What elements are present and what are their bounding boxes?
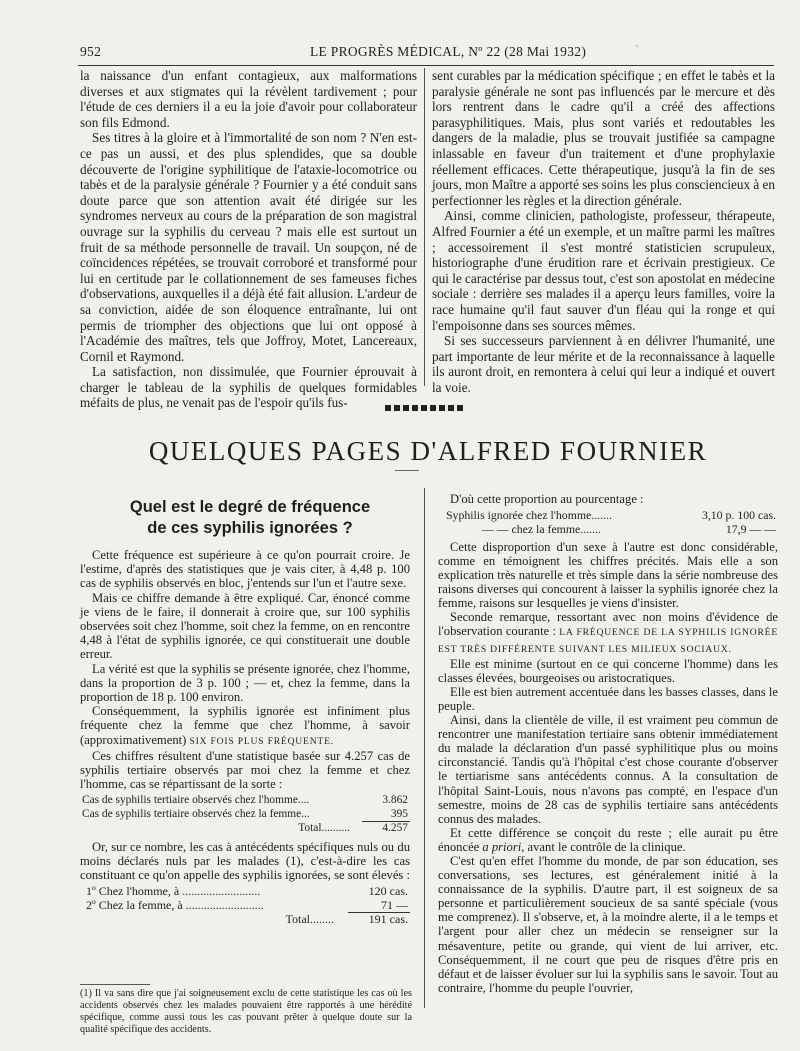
table-row <box>438 523 778 536</box>
footnote-rule <box>80 984 150 985</box>
table-row <box>80 808 410 822</box>
section-title: QUELQUES PAGES D'ALFRED FOURNIER <box>148 436 708 466</box>
header-rule <box>78 65 774 66</box>
article-title <box>100 497 400 539</box>
page-header <box>80 44 770 62</box>
paragraph: Mais ce chiffre demande à être expliqué. Car, énoncé comme je viens de le faire, il donnerait à croire que, sur 100 syphilis observées soit chez l'homme, soit chez la femme, on en rencontre 4,48 à l'état de syphilis ignorée, ce qui constituerait une double erreur. <box>80 590 410 662</box>
table-cell-value: 120 cas. <box>368 884 408 899</box>
table-total-value: 191 cas. <box>368 912 408 927</box>
paragraph: Or, sur ce nombre, les cas à antécédents spécifiques nuls ou du moins déclarés nuls par les malades (1), c'est-à-dire les cas constituant ce qu'on appelle des syphilis ignorées, se sont élevés : <box>80 839 410 883</box>
paragraph: Ainsi, comme clinicien, pathologiste, professeur, thérapeute, Alfred Fournier a été un exemple, et un maître parmi les maîtres ; accessoirement il s'est montré statisticien scrupuleux, historiographe d'une érudition rare et écrivain prestigieux. Ce qui le caractérise par dessus tout, c'est son apostolat en médecine sociale : derrière ses malades il a aperçu leurs familles, voire la race humaine qu'il faut sauver d'un fléau qui la ronge et qui l'empoisonne dans ses sources mêmes. <box>432 208 775 333</box>
table-cell-value: 17,9 — — <box>725 521 776 536</box>
table-total-label: Total........ <box>285 911 334 926</box>
top-right-column <box>432 68 775 395</box>
table-cell-label: 1º Chez l'homme, à .......................... <box>86 884 261 899</box>
paragraph: La satisfaction, non dissimulée, que Fournier éprouvait à charger le tableau de la syphilis de quelques formidables méfaits de plus, ne venait pas de l'espoir qu'ils fus- <box>80 364 417 411</box>
table-cell-label: Cas de syphilis tertiaire observés chez l'homme.... <box>82 794 310 807</box>
paragraph: Elle est minime (surtout en ce qui concerne l'homme) dans les classes élevées, bourgeoises ou aristocratiques. <box>438 656 778 685</box>
italic-text: a priori <box>482 839 522 854</box>
table-total-row <box>80 822 410 836</box>
paragraph <box>80 704 410 749</box>
ignored-cases-table <box>80 885 410 926</box>
top-left-column <box>80 68 417 411</box>
article-title-line-1: Quel est le degré de fréquence <box>129 498 371 516</box>
column-divider <box>424 68 425 386</box>
paragraph: Ces chiffres résultent d'une statistique basée sur 4.257 cas de syphilis tertiaire observés par moi chez la femme et chez l'homme, cas se répartissant de la sorte : <box>80 748 410 792</box>
paragraph: la naissance d'un enfant contagieux, aux malformations diverses et aux stigmates qui la révèlent tardivement ; pour l'étude de ces derniers il a eu la joie d'avoir pour collaborateur son fils Edmond. <box>80 68 417 130</box>
article-title-line-2: de ces syphilis ignorées ? <box>147 519 353 537</box>
table-row <box>80 885 410 898</box>
bottom-left-column <box>80 548 410 931</box>
table-cell-value: 71 — <box>348 899 410 913</box>
table-cell-label: Syphilis ignorée chez l'homme....... <box>446 508 612 523</box>
paragraph: sent curables par la médication spécifique ; en effet le tabès et la paralysie générale ne sont pas influencés par le mercure et dès lors rentrent dans le cadre qu'il a créé des affections parasyphilitiques. Mais, plus sont variés et redoutables les dangers de la maladie, plus se trouvait justifiée sa campagne inlassable en faveur d'un traitement et d'une prophylaxie réellement efficaces. Cette thérapeutique, jusqu'à la fin de ses jours, mon Maître a apporté ses soins les plus consciencieux à en perfectionner les règles et la direction générale. <box>432 68 775 208</box>
paragraph: Si ses successeurs parviennent à en délivrer l'humanité, une part importante de leur mérite et de la reconnaissance à laquelle ils auront droit, en remontera à celui qui leur a indiqué et ouvert la voie. <box>432 333 775 395</box>
paragraph-text: , avant le contrôle de la clinique. <box>521 839 686 854</box>
section-ornament <box>385 405 465 411</box>
tertiary-cases-table <box>80 794 410 835</box>
paragraph: Ainsi, dans la clientèle de ville, il est vraiment peu commun de rencontrer une manifestation tertiaire sans obtenir immédiatement du malade la déclaration d'un passé syphilitique plus ou moins circonstancié. Tandis qu'à l'hôpital c'est chose courante d'observer le tertiarisme sans antécédents connus. A la consultation de l'hôpital Saint-Louis, nous n'avons pas compté, en l'espace d'un semestre, moins de 28 cas de syphilis tertiaire sans antécédents connus des malades. <box>438 713 778 826</box>
paragraph: Elle est bien autrement accentuée dans les basses classes, dans le peuple. <box>438 684 778 713</box>
paragraph <box>438 610 778 656</box>
table-row <box>80 899 410 913</box>
percentage-table <box>438 509 778 536</box>
table-row <box>80 794 410 807</box>
table-cell-value: 3,10 p. 100 cas. <box>701 508 776 523</box>
corner-mark: ' <box>636 44 638 55</box>
paragraph: Ses titres à la gloire et à l'immortalité de son nom ? N'en est-ce pas un aussi, et des plus splendides, que sa double découverte de l'origine syphilitique de l'ataxie-locomotrice ou tabès et de la paralysie générale ? Fournier y a été conduit sans doute parce que son attention avait été dirigée sur les syndromes nerveux au cours de la préparation de son magistral ouvrage sur la syphilis du cerveau ? mais elle est surtout un fruit de sa méthode personnelle de travail. Un soupçon, né de coïncidences répétées, se trouvait corroboré et transformé pour lui en certitude par le collationnement de ses fameuses fiches d'observations, auxquelles il a déjà été fait allusion. L'ardeur de sa conviction, aidée de son éloquence entraînante, lui ont permis de triompher des objections que lui ont opposé à l'Académie des maîtres, tels que Joffroy, Motet, Lancereaux, Cornil et Raymond. <box>80 130 417 364</box>
table-total-row <box>80 913 410 927</box>
table-cell-value: 395 <box>362 808 410 822</box>
table-cell-label: Cas de syphilis tertiaire observés chez la femme... <box>82 808 310 821</box>
table-total-label: Total.......... <box>298 822 350 835</box>
table-total-value: 4.257 <box>382 822 408 835</box>
running-title: LE PROGRÈS MÉDICAL, Nº 22 (28 Mai 1932) <box>310 44 587 59</box>
page-number: 952 <box>80 44 102 59</box>
table-cell-label: — — chez la femme....... <box>482 521 601 536</box>
small-caps-text: LA FRÉQUENCE DE LA SYPHILIS IGNORÉE EST TRÈS DIFFÉRENTE SUIVANT LES MILIEUX SOCIAUX. <box>438 627 778 655</box>
table-row <box>438 509 778 522</box>
paragraph-text: Conséquemment, la syphilis ignorée est infiniment plus fréquente chez la femme que chez l'homme, à savoir (approximativement) <box>80 704 410 747</box>
paragraph-text: Et cette différence se conçoit du reste ; elle aurait pu être énoncée <box>438 825 778 854</box>
small-caps-text: SIX FOIS PLUS FRÉQUENTE. <box>189 735 334 747</box>
paragraph: D'où cette proportion au pourcentage : <box>450 492 644 506</box>
paragraph: Cette disproportion d'un sexe à l'autre est donc considérable, comme en témoignent les chiffres précités. Mais elle a son explication très naturelle et très simple dans la série nombreuse des raisons diverses qui concourent à laisser la syphilis ignorée chez la femme, raisons sur lesquelles je viens d'insister. <box>438 539 778 611</box>
bottom-right-column <box>438 492 778 995</box>
table-cell-value: 3.862 <box>382 794 408 807</box>
paragraph-text: Seconde remarque, ressortant avec non moins d'évidence de l'observation courante : <box>438 610 778 639</box>
paragraph: La vérité est que la syphilis se présente ignorée, chez l'homme, dans la proportion de 3 p. 100 ; — et, chez la femme, dans la proportion de 18 p. 100 environ. <box>80 661 410 705</box>
paragraph: Cette fréquence est supérieure à ce qu'on pourrait croire. Je l'estime, d'après des statistiques que je vais citer, à 4,48 p. 100 cas de syphilis observés en bloc, j'entends sur l'un et l'autre sexe. <box>80 548 410 591</box>
footnote: (1) Il va sans dire que j'ai soigneusement exclu de cette statistique les cas où les accidents observés chez les malades pouvaient être rapportés à une hérédité spécifique, comme aussi tous les cas pouvant prêter à quelque doute sur la qualité spécifique des accidents. <box>80 988 412 1035</box>
title-underline <box>395 470 419 471</box>
paragraph <box>438 826 778 854</box>
column-divider <box>424 488 425 1008</box>
paragraph: C'est qu'en effet l'homme du monde, de par son éducation, ses conversations, ses lectures, est généralement initié à la connaissance de la syphilis. D'autre part, il est soigneux de sa personne et particulièrement soucieux de sa santé spéciale (vous me comprenez). Il s'observe, et, à la moindre alerte, il a le temps et l'argent pour aller chez un médecin se renseigner sur la mésaventure, petite ou grande, qui vient de lui arriver, etc. Conséquemment, il ne court que peu de risques d'être pris en défaut et de laisser évoluer sur lui la syphilis sans le savoir. Tout au contraire, l'homme du peuple l'ouvrier, <box>438 853 778 995</box>
table-cell-label: 2º Chez la femme, à .......................... <box>86 897 264 912</box>
